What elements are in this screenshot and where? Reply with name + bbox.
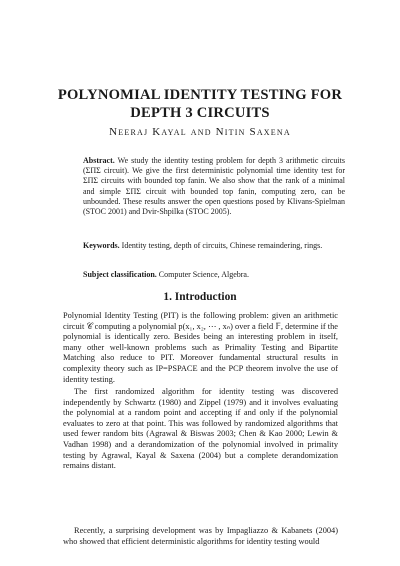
intro-paragraph-2: The first randomized algorithm for identity testing was discovered independently by Schwartz (1980) and Zippel (1979) and it involves evaluating the polynomial at a random point and accepting if and only if the polynomial evaluates to zero at that point. This was followed by randomized algorithms that used fewer random bits (Agrawal & Biswas 2003; Chen & Kao 2000; Lewin & Vadhan 1998) and a derandomization of the polynomial involved in primality testing by Agrawal, Kayal & Saxena (2004) but a complete derandomization remains distant. [63, 387, 338, 471]
subject-text: Computer Science, Algebra. [158, 270, 249, 279]
abstract-label: Abstract. [83, 156, 115, 165]
intro-paragraph-3: Recently, a surprising development was by Impagliazzo & Kabanets (2004) who showed that efficient deterministic algorithms for identity testing would [63, 526, 338, 546]
intro-paragraph-1: Polynomial Identity Testing (PIT) is the following problem: given an arithmetic circuit 𝒞 computing a polynomial p(x₁, x₂, ⋯ , xₙ) over a field 𝔽, determine if the polynomial is identically zero. Besides being an interesting problem in itself, many other well-known problems such as Primality Testing and Bipartite Matching also reduce to PIT. Moreover fundamental structural results in complexity theory such as IP=PSPACE and the PCP theorem involve the use of identity testing. [63, 311, 338, 384]
title-line-2: DEPTH 3 CIRCUITS [130, 105, 270, 121]
keywords-label: Keywords. [83, 241, 120, 250]
subject-label: Subject classification. [83, 270, 157, 279]
subject-classification [83, 270, 345, 280]
abstract-text: We study the identity testing problem for depth 3 arithmetic circuits (ΣΠΣ circuit). We give the first deterministic polynomial time identity test for ΣΠΣ circuits with bounded top fanin. We also show that the rank of a minimal and simple ΣΠΣ circuit with bounded top fanin, computing zero, can be unbounded. These results answer the open questions posed by Klivans-Spielman (STOC 2001) and Dvir-Shpilka (STOC 2005). [83, 156, 345, 217]
keywords-text: Identity testing, depth of circuits, Chinese remaindering, rings. [121, 241, 323, 250]
title-line-1: POLYNOMIAL IDENTITY TESTING FOR [57, 87, 343, 103]
abstract [83, 156, 345, 217]
paper-authors: Neeraj Kayal and Nitin Saxena [109, 126, 291, 138]
keywords [83, 241, 345, 251]
paper-title [0, 86, 400, 122]
section-heading: 1. Introduction [163, 291, 237, 303]
